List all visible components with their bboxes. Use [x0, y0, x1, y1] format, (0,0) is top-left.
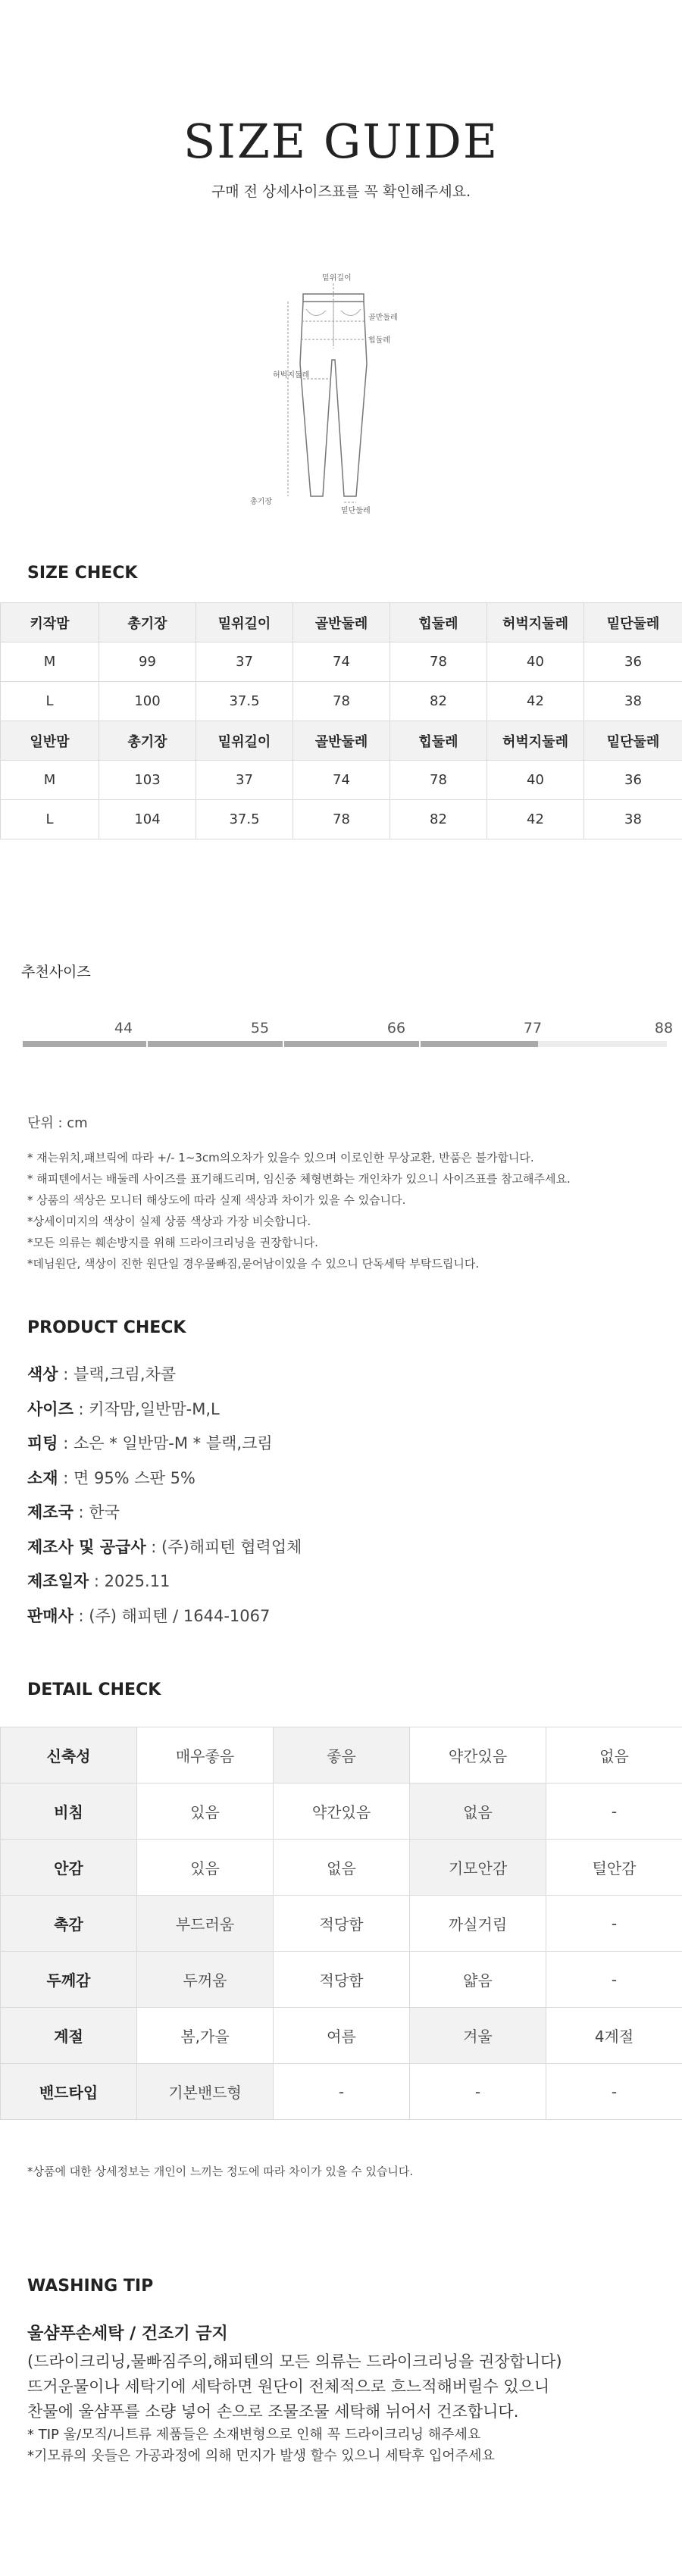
detail-cell: 있음: [137, 1840, 274, 1896]
detail-cell: 없음: [546, 1727, 682, 1784]
product-info-row: [27, 1399, 671, 1433]
label-rise: 밑위길이: [322, 274, 352, 283]
recommended-size-labels: [23, 1020, 682, 1039]
detail-cell: 약간있음: [410, 1727, 546, 1784]
unit-label: 단위 : cm: [27, 1115, 88, 1131]
detail-row: [1, 2064, 682, 2120]
label-thigh: 허벅지둘레: [273, 371, 310, 380]
table-cell: 37: [196, 642, 293, 682]
detail-row-label: 안감: [1, 1840, 137, 1896]
detail-cell-selected: 기모안감: [410, 1840, 546, 1896]
detail-row-label: 신축성: [1, 1727, 137, 1784]
table-row: [1, 800, 682, 839]
product-info-key: 제조일자: [27, 1572, 89, 1590]
table-header-cell: 골반둘레: [293, 721, 390, 761]
notice-item: *모든 의류는 훼손방지를 위해 드라이크리닝을 권장합니다.: [27, 1236, 318, 1249]
table-row: [1, 761, 682, 800]
label-hip: 힙둘레: [368, 336, 390, 345]
detail-cell: -: [546, 1784, 682, 1840]
detail-row: [1, 1840, 682, 1896]
size-label-55: 55: [250, 1020, 270, 1036]
detail-row: [1, 1784, 682, 1840]
detail-cell: 까실거림: [410, 1896, 546, 1952]
notice-item: *데님원단, 색상이 진한 원단일 경우물빠짐,묻어남이있을 수 있으니 단독세탁 부탁드립니다.: [27, 1257, 480, 1271]
detail-row-label: 두께감: [1, 1952, 137, 2008]
detail-row-label: 밴드타입: [1, 2064, 137, 2120]
recommended-size-bar: [23, 1041, 667, 1047]
pants-illustration: [242, 273, 440, 515]
detail-cell: 있음: [137, 1784, 274, 1840]
table-header-cell: 일반맘: [1, 721, 99, 761]
detail-cell: 털안감: [546, 1840, 682, 1896]
size-label-66: 66: [386, 1020, 406, 1036]
table-cell: 42: [487, 682, 584, 721]
table-cell: 38: [584, 682, 682, 721]
washing-instructions: [27, 2322, 671, 2467]
table-cell: 40: [487, 761, 584, 800]
table-header-cell: 밑위길이: [196, 721, 293, 761]
product-info-value: : (주)해피텐 협력업체: [145, 1537, 302, 1556]
detail-cell-selected: 두꺼움: [137, 1952, 274, 2008]
table-cell: 36: [584, 761, 682, 800]
product-info-value: : 소은 * 일반맘-M * 블랙,크림: [58, 1434, 273, 1452]
table-cell: 74: [293, 642, 390, 682]
detail-cell-selected: 겨울: [410, 2008, 546, 2064]
detail-table: [0, 1727, 682, 2120]
product-info-key: 판매사: [27, 1606, 74, 1625]
detail-row: [1, 1727, 682, 1784]
product-info-key: 피팅: [27, 1434, 58, 1452]
washing-heading: 울샴푸손세탁 / 건조기 금지: [27, 2324, 228, 2343]
detail-cell: 얇음: [410, 1952, 546, 2008]
size-label-77: 77: [523, 1020, 543, 1036]
product-info-row: [27, 1364, 671, 1399]
product-info-value: : 면 95% 스판 5%: [58, 1468, 196, 1487]
washing-line: 찬물에 울샴푸를 소량 넣어 손으로 조물조물 세탁해 뉘어서 건조합니다.: [27, 2402, 519, 2421]
product-info-key: 소재: [27, 1468, 58, 1487]
notice-item: * 해피텐에서는 배둘레 사이즈를 표기해드리며, 임신중 체형변화는 개인차가 있으니 사이즈표를 참고해주세요.: [27, 1172, 571, 1186]
product-info-row: [27, 1468, 671, 1502]
product-info-row: [27, 1502, 671, 1537]
size-label-88: 88: [654, 1020, 674, 1036]
detail-cell: 매우좋음: [137, 1727, 274, 1784]
detail-cell-selected: 좋음: [274, 1727, 410, 1784]
notice-item: * 상품의 색상은 모니터 해상도에 따라 실제 색상과 차이가 있을 수 있습니다.: [27, 1193, 406, 1207]
detail-cell: 적당함: [274, 1896, 410, 1952]
product-info-value: : 한국: [73, 1503, 120, 1521]
table-cell: 42: [487, 800, 584, 839]
product-info-list: [27, 1364, 671, 1640]
table-cell: 38: [584, 800, 682, 839]
detail-row-label: 비침: [1, 1784, 137, 1840]
table-header-cell: 총기장: [99, 721, 196, 761]
table-cell: 78: [293, 800, 390, 839]
washing-line: (드라이크리닝,물빠짐주의,해피텐의 모든 의류는 드라이크리닝을 권장합니다): [27, 2352, 562, 2371]
product-info-key: 사이즈: [27, 1399, 74, 1418]
detail-check-title: DETAIL CHECK: [27, 1680, 161, 1699]
table-cell: 36: [584, 642, 682, 682]
washing-tip-title: WASHING TIP: [27, 2277, 154, 2296]
bar-divider: [419, 1041, 421, 1047]
table-cell: 74: [293, 761, 390, 800]
product-info-value: : (주) 해피텐 / 1644-1067: [73, 1606, 271, 1625]
size-table-header-row: [1, 603, 682, 642]
table-cell: M: [1, 642, 99, 682]
label-hem: 밑단둘레: [341, 507, 371, 515]
table-cell: 40: [487, 642, 584, 682]
product-info-row: [27, 1433, 671, 1468]
product-info-value: : 블랙,크림,차콜: [58, 1365, 177, 1383]
detail-cell: -: [410, 2064, 546, 2120]
detail-cell: 여름: [274, 2008, 410, 2064]
detail-row: [1, 1896, 682, 1952]
table-cell: 82: [390, 682, 487, 721]
notice-item: *상세이미지의 색상이 실제 상품 색상과 가장 비슷합니다.: [27, 1215, 311, 1228]
table-cell: M: [1, 761, 99, 800]
detail-cell: -: [546, 2064, 682, 2120]
table-header-cell: 허벅지둘레: [487, 603, 584, 642]
table-cell: 103: [99, 761, 196, 800]
table-cell: 37.5: [196, 800, 293, 839]
detail-row: [1, 2008, 682, 2064]
detail-cell-selected: 기본밴드형: [137, 2064, 274, 2120]
product-check-title: PRODUCT CHECK: [27, 1318, 186, 1337]
table-cell: L: [1, 800, 99, 839]
table-row: [1, 642, 682, 682]
table-cell: 78: [390, 761, 487, 800]
table-header-cell: 허벅지둘레: [487, 721, 584, 761]
table-cell: 104: [99, 800, 196, 839]
detail-cell-selected: 부드러움: [137, 1896, 274, 1952]
product-info-key: 색상: [27, 1365, 58, 1383]
bar-divider: [146, 1041, 148, 1047]
recommended-size-fill: [23, 1041, 538, 1047]
size-table-header-row: [1, 721, 682, 761]
pants-measurement-diagram: [242, 273, 440, 515]
detail-row-label: 촉감: [1, 1896, 137, 1952]
detail-cell: 봄,가을: [137, 2008, 274, 2064]
product-info-key: 제조사 및 공급사: [27, 1537, 146, 1556]
detail-row: [1, 1952, 682, 2008]
table-row: [1, 682, 682, 721]
table-cell: L: [1, 682, 99, 721]
table-header-cell: 골반둘레: [293, 603, 390, 642]
table-header-cell: 힙둘레: [390, 721, 487, 761]
washing-tip-line: *기모류의 옷들은 가공과정에 의해 먼지가 발생 할수 있으니 세탁후 입어주세요: [27, 2448, 495, 2464]
table-header-cell: 힙둘레: [390, 603, 487, 642]
table-header-cell: 밑단둘레: [584, 721, 682, 761]
page-title: SIZE GUIDE: [183, 114, 499, 169]
size-check-title: SIZE CHECK: [27, 564, 138, 583]
product-info-key: 제조국: [27, 1503, 74, 1521]
table-cell: 82: [390, 800, 487, 839]
detail-row-label: 계절: [1, 2008, 137, 2064]
detail-cell-selected: 없음: [410, 1784, 546, 1840]
table-header-cell: 총기장: [99, 603, 196, 642]
table-cell: 78: [390, 642, 487, 682]
table-header-cell: 밑위길이: [196, 603, 293, 642]
label-hip-circumference: 골반둘레: [368, 314, 398, 322]
table-cell: 100: [99, 682, 196, 721]
detail-cell: 없음: [274, 1840, 410, 1896]
notice-item: * 재는위치,패브릭에 따라 +/- 1~3cm의오차가 있을수 있으며 이로인한 무상교환, 반품은 불가합니다.: [27, 1151, 534, 1165]
detail-cell: 적당함: [274, 1952, 410, 2008]
product-info-value: : 키작맘,일반맘-M,L: [73, 1399, 220, 1418]
table-cell: 37: [196, 761, 293, 800]
table-header-cell: 키작맘: [1, 603, 99, 642]
washing-line: 뜨거운물이나 세탁기에 세탁하면 원단이 전체적으로 흐느적해버릴수 있으니: [27, 2377, 550, 2396]
notice-list: [27, 1147, 671, 1274]
detail-cell: 약간있음: [274, 1784, 410, 1840]
size-label-44: 44: [114, 1020, 133, 1036]
recommended-size-title: 추천사이즈: [21, 964, 91, 980]
bar-divider: [283, 1041, 284, 1047]
table-header-cell: 밑단둘레: [584, 603, 682, 642]
product-info-row: [27, 1605, 671, 1640]
detail-note: *상품에 대한 상세정보는 개인이 느끼는 정도에 따라 차이가 있을 수 있습니다.: [27, 2165, 414, 2178]
product-info-row: [27, 1571, 671, 1605]
size-table: [0, 602, 682, 839]
page-subtitle: 구매 전 상세사이즈표를 꼭 확인해주세요.: [211, 183, 471, 200]
table-cell: 78: [293, 682, 390, 721]
detail-cell: -: [546, 1952, 682, 2008]
product-info-row: [27, 1537, 671, 1571]
label-total-length: 총기장: [250, 498, 272, 506]
washing-tip-line: * TIP 울/모직/니트류 제품들은 소재변형으로 인해 꼭 드라이크리닝 해주세요: [27, 2427, 481, 2443]
detail-cell: -: [274, 2064, 410, 2120]
detail-cell: -: [546, 1896, 682, 1952]
product-info-value: : 2025.11: [89, 1572, 170, 1590]
detail-cell: 4계절: [546, 2008, 682, 2064]
table-cell: 99: [99, 642, 196, 682]
table-cell: 37.5: [196, 682, 293, 721]
